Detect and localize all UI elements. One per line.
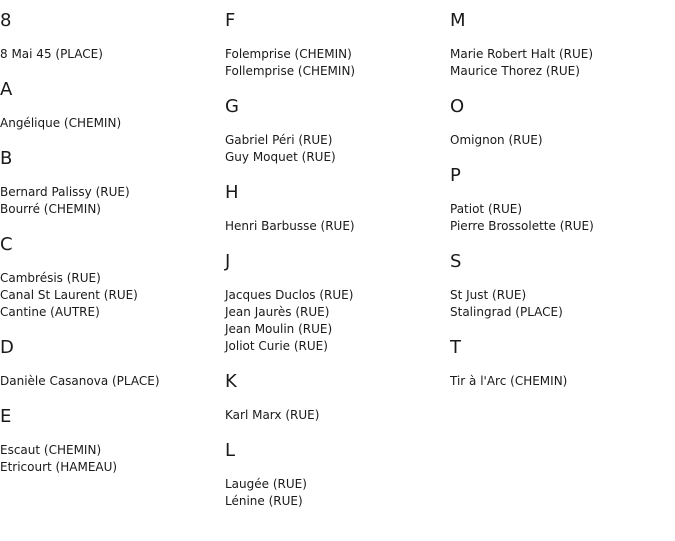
letter-heading: E: [0, 406, 12, 427]
letter-heading: J: [225, 251, 231, 272]
street-entry[interactable]: Stalingrad (PLACE): [450, 305, 563, 319]
index-column-3: [450, 8, 675, 390]
street-entry[interactable]: Omignon (RUE): [450, 133, 543, 147]
letter-heading: C: [0, 234, 13, 255]
street-list: [225, 407, 450, 424]
street-entry[interactable]: Cambrésis (RUE): [0, 271, 101, 285]
letter-group: [450, 11, 675, 80]
street-list: [225, 287, 450, 355]
letter-heading: K: [225, 371, 237, 392]
letter-heading: M: [450, 10, 466, 31]
letter-group: [0, 11, 225, 63]
street-entry[interactable]: Bourré (CHEMIN): [0, 202, 101, 216]
street-entry[interactable]: Follemprise (CHEMIN): [225, 64, 356, 78]
street-entry[interactable]: Karl Marx (RUE): [225, 408, 320, 422]
street-entry[interactable]: Henri Barbusse (RUE): [225, 219, 355, 233]
street-list: [450, 373, 675, 390]
street-entry[interactable]: Jean Jaurès (RUE): [225, 305, 330, 319]
street-list: [0, 270, 225, 321]
street-entry[interactable]: Lénine (RUE): [225, 494, 303, 508]
street-entry[interactable]: Joliot Curie (RUE): [225, 339, 328, 353]
letter-group: [0, 149, 225, 218]
street-entry[interactable]: Bernard Palissy (RUE): [0, 185, 130, 199]
street-entry[interactable]: Jacques Duclos (RUE): [225, 288, 354, 302]
street-list: [450, 132, 675, 149]
letter-group: [225, 11, 450, 80]
letter-group: [225, 372, 450, 424]
letter-heading: F: [225, 10, 236, 31]
street-entry[interactable]: Patiot (RUE): [450, 202, 523, 216]
street-list: [450, 201, 675, 235]
street-list: [0, 184, 225, 218]
street-list: [450, 46, 675, 80]
index-column-1: [0, 8, 225, 476]
street-list: [0, 115, 225, 132]
letter-heading: G: [225, 96, 239, 117]
street-list: [0, 442, 225, 476]
street-entry[interactable]: Gabriel Péri (RUE): [225, 133, 333, 147]
street-entry[interactable]: Guy Moquet (RUE): [225, 150, 336, 164]
street-list: [450, 287, 675, 321]
street-entry[interactable]: Canal St Laurent (RUE): [0, 288, 138, 302]
letter-group: [0, 338, 225, 390]
letter-heading: D: [0, 337, 14, 358]
letter-group: [450, 252, 675, 321]
letter-group: [0, 235, 225, 321]
street-entry[interactable]: St Just (RUE): [450, 288, 527, 302]
street-entry[interactable]: Tir à l'Arc (CHEMIN): [450, 374, 568, 388]
street-list: [225, 132, 450, 166]
street-list: [225, 46, 450, 80]
letter-group: [450, 166, 675, 235]
letter-group: [225, 97, 450, 166]
letter-group: [0, 407, 225, 476]
street-entry[interactable]: Pierre Brossolette (RUE): [450, 219, 594, 233]
street-entry[interactable]: Cantine (AUTRE): [0, 305, 100, 319]
letter-heading: S: [450, 251, 462, 272]
street-list: [0, 373, 225, 390]
street-entry[interactable]: Escaut (CHEMIN): [0, 443, 102, 457]
letter-group: [0, 80, 225, 132]
letter-heading: T: [450, 337, 461, 358]
street-entry[interactable]: Folemprise (CHEMIN): [225, 47, 352, 61]
street-entry[interactable]: Jean Moulin (RUE): [225, 322, 333, 336]
street-entry[interactable]: Danièle Casanova (PLACE): [0, 374, 160, 388]
letter-heading: H: [225, 182, 239, 203]
letter-heading: P: [450, 165, 461, 186]
street-entry[interactable]: Angélique (CHEMIN): [0, 116, 122, 130]
street-list: [225, 218, 450, 235]
letter-group: [225, 252, 450, 355]
street-list: [0, 46, 225, 63]
street-entry[interactable]: Etricourt (HAMEAU): [0, 460, 118, 474]
street-entry[interactable]: 8 Mai 45 (PLACE): [0, 47, 103, 61]
letter-group: [225, 183, 450, 235]
index-column-2: [225, 8, 450, 510]
letter-heading: O: [450, 96, 465, 117]
letter-group: [450, 338, 675, 390]
letter-heading: B: [0, 148, 13, 169]
street-entry[interactable]: Maurice Thorez (RUE): [450, 64, 580, 78]
letter-heading: 8: [0, 10, 12, 31]
street-entry[interactable]: Laugée (RUE): [225, 477, 307, 491]
street-list: [225, 476, 450, 510]
letter-heading: A: [0, 79, 13, 100]
street-entry[interactable]: Marie Robert Halt (RUE): [450, 47, 594, 61]
letter-group: [225, 441, 450, 510]
letter-group: [450, 97, 675, 149]
letter-heading: L: [225, 440, 236, 461]
